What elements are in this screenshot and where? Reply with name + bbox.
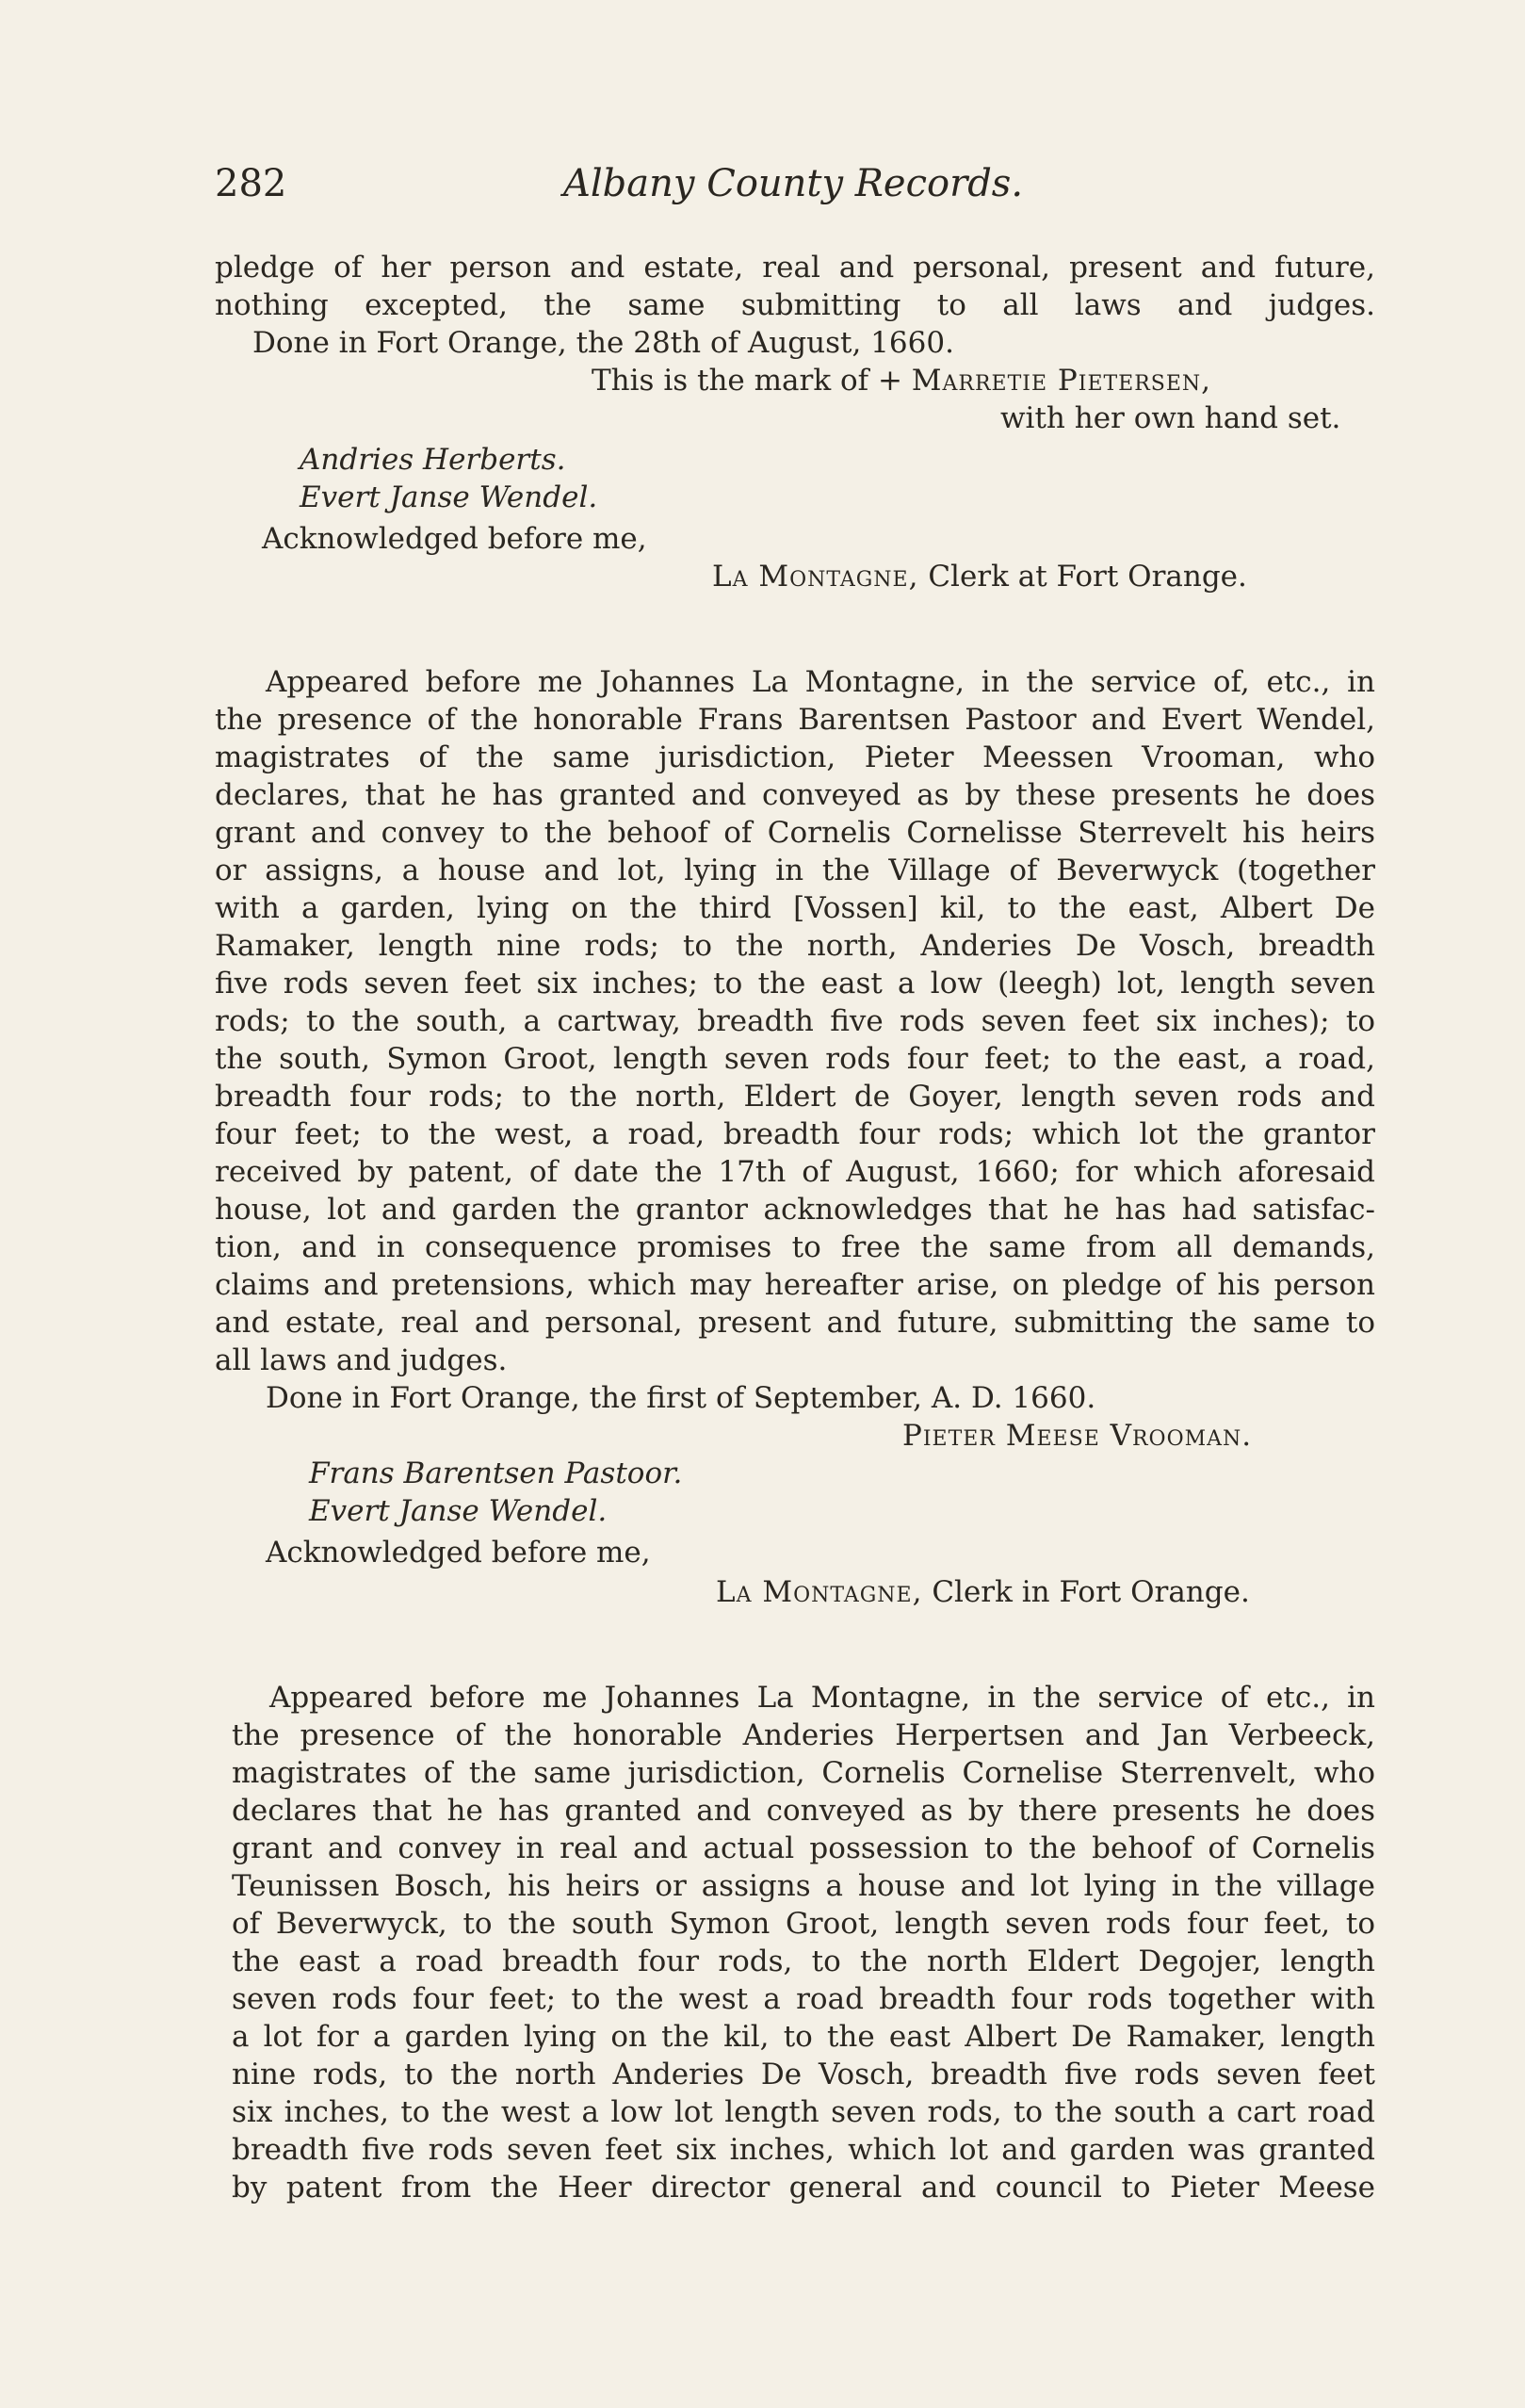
body-line: house, lot and garden the grantor acknowledges that he has had satisfac- bbox=[215, 1193, 1375, 1227]
acknowledgment: Acknowledged before me, bbox=[266, 1536, 651, 1570]
witness-name: Evert Janse Wendel. bbox=[300, 480, 598, 514]
body-line: nothing excepted, the same submitting to all laws and judges. bbox=[215, 288, 1375, 322]
body-line: four feet; to the west, a road, breadth four rods; which lot the grantor bbox=[215, 1117, 1375, 1151]
body-line: nine rods, to the north Anderies De Vosch, breadth five rods seven feet bbox=[232, 2058, 1375, 2091]
body-line: magistrates of the same jurisdiction, Cornelis Cornelise Sterrenvelt, who bbox=[232, 1756, 1375, 1790]
acknowledgment: Acknowledged before me, bbox=[262, 522, 647, 556]
body-line: the east a road breadth four rods, to the north Eldert Degojer, length bbox=[232, 1944, 1375, 1978]
body-line: declares, that he has granted and conveyed as by these presents he does bbox=[215, 778, 1375, 812]
signature-mark-line bbox=[592, 362, 1211, 399]
body-line: and estate, real and personal, present and future, submitting the same to bbox=[215, 1306, 1375, 1340]
dated-line: Done in Fort Orange, the 28th of August, 1660. bbox=[252, 326, 954, 360]
dated-line: Done in Fort Orange, the first of September, A. D. 1660. bbox=[266, 1381, 1096, 1415]
clerk-title: Clerk at Fort Orange. bbox=[928, 560, 1247, 594]
body-line: Ramaker, length nine rods; to the north, Anderies De Vosch, breadth bbox=[215, 929, 1375, 963]
body-line: grant and convey in real and actual possession to the behoof of Cornelis bbox=[232, 1831, 1375, 1865]
body-line: seven rods four feet; to the west a road breadth four rods together with bbox=[232, 1982, 1375, 2016]
body-line: Teunissen Bosch, his heirs or assigns a house and lot lying in the village bbox=[232, 1869, 1375, 1903]
body-line: all laws and judges. bbox=[215, 1343, 508, 1377]
body-line: breadth five rods seven feet six inches, which lot and garden was granted bbox=[232, 2133, 1375, 2167]
running-title: Albany County Records. bbox=[563, 162, 1024, 205]
body-line: five rods seven feet six inches; to the east a low (leegh) lot, length seven bbox=[215, 967, 1375, 1001]
body-line: Appeared before me Johannes La Montagne, in the service of etc., in bbox=[269, 1681, 1375, 1715]
body-line: tion, and in consequence promises to free the same from all demands, bbox=[215, 1230, 1375, 1264]
body-line: rods; to the south, a cartway, breadth five rods seven feet six inches); to bbox=[215, 1004, 1375, 1038]
body-line: six inches, to the west a low lot length seven rods, to the south a cart road bbox=[232, 2095, 1375, 2129]
witness-name: Andries Herberts. bbox=[300, 443, 566, 477]
mark-suffix: with her own hand set. bbox=[1000, 401, 1341, 435]
page-number: 282 bbox=[215, 162, 287, 205]
body-line: of Beverwyck, to the south Symon Groot, length seven rods four feet, to bbox=[232, 1907, 1375, 1941]
clerk-title: Clerk in Fort Orange. bbox=[932, 1575, 1250, 1609]
body-line: magistrates of the same jurisdiction, Pieter Meessen Vrooman, who bbox=[215, 740, 1375, 774]
witness-name: Frans Barentsen Pastoor. bbox=[309, 1456, 683, 1490]
witness-name: Evert Janse Wendel. bbox=[309, 1494, 608, 1528]
body-line: with a garden, lying on the third [Vossen] kil, to the east, Albert De bbox=[215, 891, 1375, 925]
body-line: grant and convey to the behoof of Cornelis Cornelisse Sterrevelt his heirs bbox=[215, 816, 1375, 850]
page-header bbox=[215, 162, 1373, 211]
body-line: Appeared before me Johannes La Montagne, in the service of, etc., in bbox=[266, 665, 1375, 699]
body-line: or assigns, a house and lot, lying in the Village of Beverwyck (together bbox=[215, 854, 1375, 887]
body-line: breadth four rods; to the north, Eldert de Goyer, length seven rods and bbox=[215, 1080, 1375, 1114]
clerk-signature bbox=[716, 1573, 1250, 1611]
body-line: by patent from the Heer director general and council to Pieter Meese bbox=[232, 2171, 1375, 2205]
clerk-name: La Montagne, bbox=[716, 1575, 923, 1609]
clerk-signature bbox=[712, 558, 1247, 595]
clerk-name: La Montagne, bbox=[712, 560, 919, 594]
body-line: the presence of the honorable Anderies Herpertsen and Jan Verbeeck, bbox=[232, 1718, 1375, 1752]
signer-name: Marretie Pietersen, bbox=[911, 364, 1212, 398]
body-line: pledge of her person and estate, real and personal, present and future, bbox=[215, 251, 1375, 285]
signer-name: Pieter Meese Vrooman. bbox=[902, 1419, 1253, 1453]
body-line: a lot for a garden lying on the kil, to the east Albert De Ramaker, length bbox=[232, 2020, 1375, 2054]
body-line: declares that he has granted and conveyed as by there presents he does bbox=[232, 1794, 1375, 1828]
cross-mark-icon: + bbox=[877, 364, 902, 398]
body-line: claims and pretensions, which may hereafter arise, on pledge of his person bbox=[215, 1268, 1375, 1302]
body-line: the presence of the honorable Frans Barentsen Pastoor and Evert Wendel, bbox=[215, 703, 1375, 737]
body-line: received by patent, of date the 17th of August, 1660; for which aforesaid bbox=[215, 1155, 1375, 1189]
body-line: the south, Symon Groot, length seven rods four feet; to the east, a road, bbox=[215, 1042, 1375, 1076]
mark-prefix: This is the mark of bbox=[592, 364, 869, 398]
